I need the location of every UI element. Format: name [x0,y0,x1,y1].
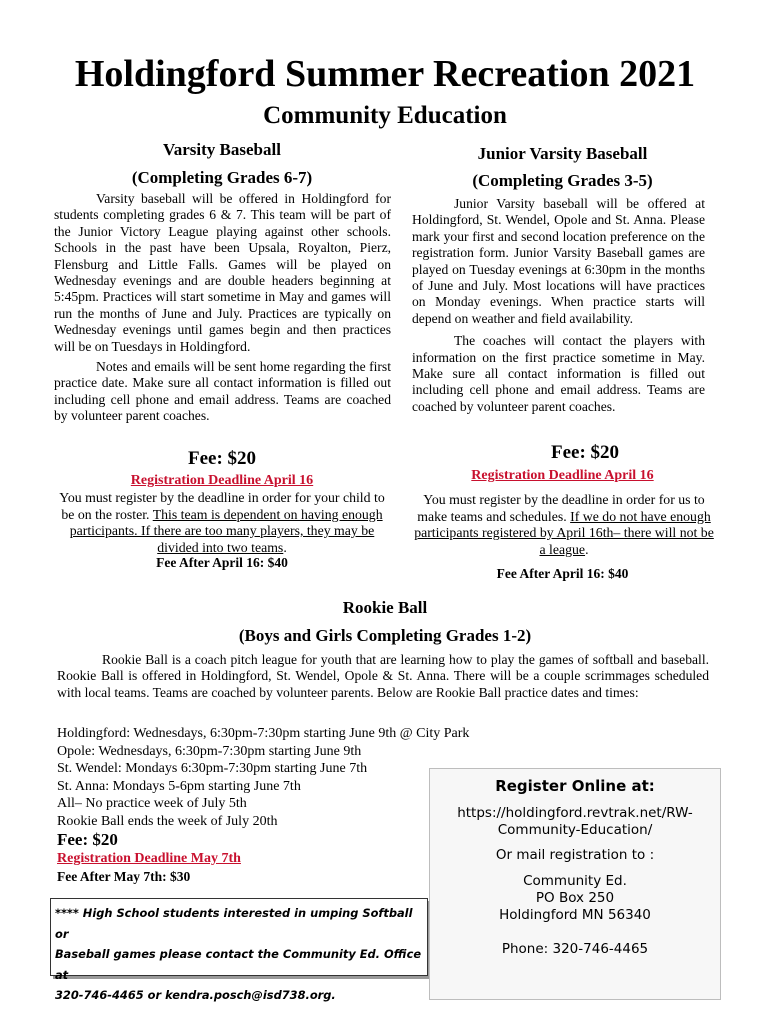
varsity-grades: (Completing Grades 6-7) [131,168,313,187]
varsity-register-end: . [283,539,287,555]
varsity-fee: Fee: $20 [187,448,257,469]
jv-register-plain: You must register by the deadline in order for us to make teams and schedules. [417,492,705,524]
rookie-fee-after: Fee After May 7th: $30 [57,869,191,884]
varsity-paragraph-2: Notes and emails will be sent home regarding the first practice date. Make sure all contact information is filled out including cell phone and email address. Teams are coached by volunteer parent coaches. [54,359,391,424]
register-url-line-2[interactable]: Community-Education/ [497,822,653,838]
schedule-item: Opole: Wednesdays, 6:30pm-7:30pm starting June 9th [57,743,362,759]
rookie-grades: (Boys and Girls Completing Grades 1-2) [238,626,532,645]
rookie-description [57,652,709,701]
jv-deadline: Registration Deadline April 16 [471,468,654,483]
varsity-register-underlined: This team is dependent on having enough participants. If there are too many players, they may be divided into two teams [69,506,383,555]
register-phone: Phone: 320-746-4465 [501,941,649,957]
schedule-item: St. Anna: Mondays 5-6pm starting June 7th [57,778,301,794]
varsity-description [54,191,391,425]
varsity-register-note [52,490,392,556]
mail-label: Or mail registration to : [495,847,655,863]
register-url-line-1[interactable]: https://holdingford.revtrak.net/RW- [457,805,693,821]
notice-line-2: Baseball games please contact the Community Ed. Office at [55,947,422,982]
varsity-deadline: Registration Deadline April 16 [130,473,314,488]
high-school-umping-notice [50,898,428,1002]
page-subtitle: Community Education [263,102,507,129]
schedule-item: Holdingford: Wednesdays, 6:30pm-7:30pm starting June 9th @ City Park [57,726,470,741]
page-title: Holdingford Summer Recreation 2021 [74,53,696,95]
register-heading: Register Online at: [495,777,655,795]
jv-description [412,196,705,415]
schedule-item: St. Wendel: Mondays 6:30pm-7:30pm starting June 7th [57,761,368,777]
jv-paragraph-2: The coaches will contact the players with information on the first practice sometime in May. Make sure all contact information is filled out including cell phone and email address. Teams are coached by volunteer parent coaches. [412,333,705,414]
notice-line-3: 320-746-4465 or kendra.posch@isd738.org. [55,988,336,1002]
jv-grades: (Completing Grades 3-5) [472,171,653,190]
address-line-2: PO Box 250 [535,890,615,906]
jv-paragraph-1: Junior Varsity baseball will be offered at Holdingford, St. Wendel, Opole and St. Anna. Please mark your first and second location preference on the registration form. Junior Varsity Baseball games are played on Tuesday evenings at 6:30pm in the months of June and July. Most locations will have practices on Monday evenings. When practice starts will depend on weather and field availability. [412,196,705,326]
jv-register-underlined: If we do not have enough participants registered by April 16th– there will not be a league [414,508,714,557]
rookie-paragraph: Rookie Ball is a coach pitch league for youth that are learning how to play the games of softball and baseball. Rookie Ball is offered in Holdingford, St. Wendel, Opole & St. Anna. There will be a couple scrimmages scheduled with local teams. Teams are coached by volunteer parents. Below are Rookie Ball practice dates and times: [57,652,709,700]
rookie-fee: Fee: $20 [57,830,118,849]
jv-register-note [410,492,718,558]
jv-heading: Junior Varsity Baseball [477,144,648,163]
schedule-item: All– No practice week of July 5th [57,796,247,812]
rookie-heading: Rookie Ball [342,598,428,617]
address-line-1: Community Ed. [523,873,627,889]
register-url[interactable] [430,805,720,839]
notice-line-1: **** High School students interested in umping Softball or [55,906,413,941]
address-line-3: Holdingford MN 56340 [499,907,651,923]
rookie-deadline: Registration Deadline May 7th [57,851,241,866]
mailing-address [430,873,720,924]
varsity-fee-after: Fee After April 16: $40 [156,555,288,570]
jv-register-end: . [585,541,589,557]
varsity-paragraph-1: Varsity baseball will be offered in Holdingford for students completing grades 6 & 7. This team will be part of the Junior Victory League playing against other schools. Schools in the past have been Upsala, Royalton, Pierz, Flensburg and Little Falls. Games will be played on Wednesday evenings and are double headers beginning at 5:45pm. Practices will start sometime in May and games will run the months of June and July. Practices are typically on Wednesday evenings until games begin and then practices will be on Tuesdays in Holdingford. [54,191,391,354]
varsity-register-plain: You must register by the deadline in order for your child to be on the roster. [59,490,385,522]
schedule-item: Rookie Ball ends the week of July 20th [57,813,278,829]
register-online-box [429,768,721,1000]
jv-fee-after: Fee After April 16: $40 [496,566,629,581]
jv-fee: Fee: $20 [550,442,620,463]
varsity-heading: Varsity Baseball [163,140,281,159]
